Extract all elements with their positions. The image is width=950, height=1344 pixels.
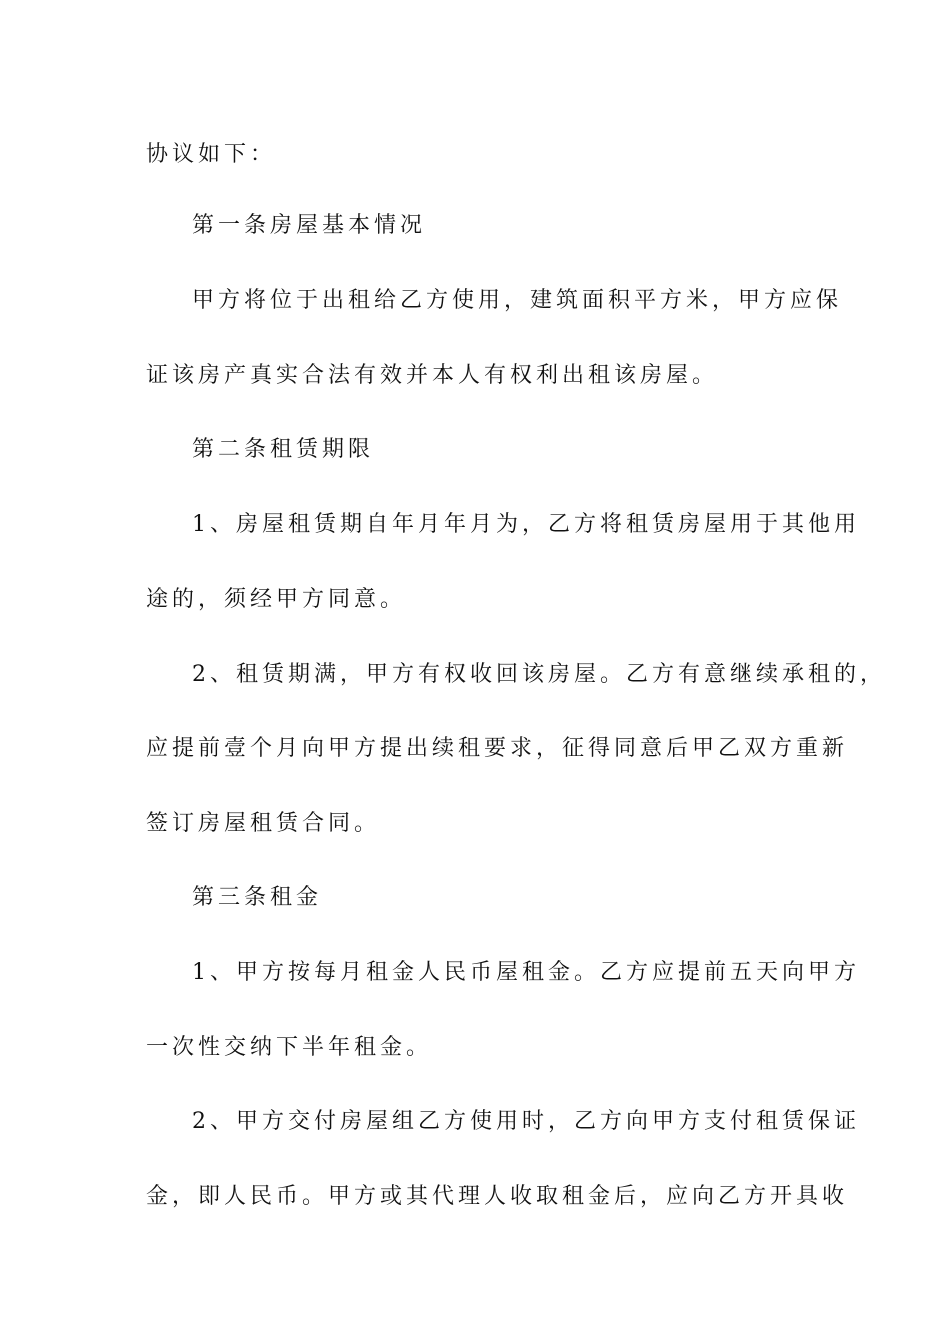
text-line: 2、甲方交付房屋组乙方使用时，乙方向甲方支付租赁保证	[192, 1109, 860, 1134]
section-heading-2: 第二条租赁期限	[192, 437, 375, 462]
text-line: 一次性交纳下半年租金。	[146, 1035, 433, 1060]
text-line: 1、甲方按每月租金人民币屋租金。乙方应提前五天向甲方	[192, 960, 860, 985]
section-heading-3: 第三条租金	[192, 885, 323, 910]
text-line: 2、租赁期满，甲方有权收回该房屋。乙方有意继续承租的，	[192, 662, 886, 687]
text-line: 甲方将位于出租给乙方使用，建筑面积平方米，甲方应保	[192, 288, 843, 313]
text-line: 1、房屋租赁期自年月年月为，乙方将租赁房屋用于其他用	[192, 512, 860, 537]
text-line: 证该房产真实合法有效并本人有权利出租该房屋。	[146, 363, 719, 388]
text-line: 途的，须经甲方同意。	[146, 587, 407, 612]
section-heading-1: 第一条房屋基本情况	[192, 213, 427, 238]
text-line: 金，即人民币。甲方或其代理人收取租金后，应向乙方开具收	[146, 1184, 849, 1209]
text-line: 应提前壹个月向甲方提出续租要求，征得同意后甲乙双方重新	[146, 736, 849, 761]
text-line-intro: 协议如下：	[146, 142, 277, 167]
text-line: 签订房屋租赁合同。	[146, 811, 381, 836]
